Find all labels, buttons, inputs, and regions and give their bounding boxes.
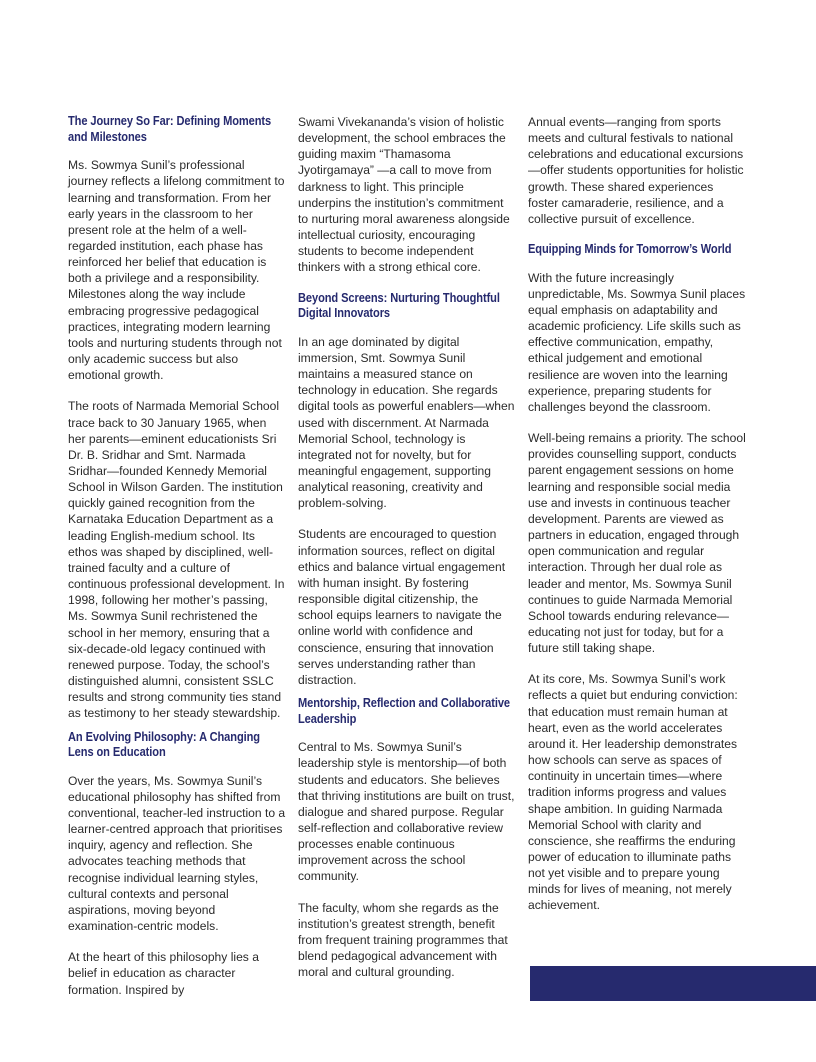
article-column-2: [298, 114, 516, 995]
footer-accent-bar: [530, 966, 816, 1001]
paragraph-digital-immersion: In an age dominated by digital immersion, Smt. Sowmya Sunil maintains a measured stance on technology in education. She regards digital tools as powerful enablers—when used with discernment. At Narmada Memorial School, technology is integrated not for novelty, but for meaningful engagement, supporting analytical reasoning, creativity and problem-solving.: [298, 334, 515, 511]
paragraph-mentorship: Central to Ms. Sowmya Sunil’s leadership style is mentorship—of both students and educators. She believes that thriving institutions are built on trust, dialogue and shared purpose. Regular self-reflection and collaborative review processes enable continuous improvement across the school community.: [298, 740, 515, 884]
article-column-3: [528, 114, 746, 929]
section-heading-mentorship: Mentorship, Reflection and Collaborative Leadership: [298, 696, 511, 726]
paragraph-character-formation: At the heart of this philosophy lies a belief in education as character formation. Inspired by: [68, 950, 259, 997]
section-heading-journey: The Journey So Far: Defining Moments and Milestones: [68, 114, 272, 144]
paragraph-philosophy: Over the years, Ms. Sowmya Sunil’s educational philosophy has shifted from conventional, teacher-led instruction to a learner-centred approach that prioritises inquiry, agency and reflection. She advocates teaching methods that recognise individual learning styles, cultural contexts and personal aspirations, moving beyond examination-centric models.: [68, 773, 286, 934]
paragraph-annual-events: Annual events—ranging from sports meets and cultural festivals to national celebrations and educational excursions—offer students opportunities for holistic growth. These shared experiences foster camaraderie, resilience, and a collective pursuit of excellence.: [528, 115, 744, 226]
section-heading-beyond-screens: Beyond Screens: Nurturing Thoughtful Digital Innovators: [298, 290, 500, 321]
article-column-1: [68, 114, 286, 1013]
section-heading-equipping-minds: Equipping Minds for Tomorrow’s World: [528, 242, 732, 257]
paragraph-conclusion: At its core, Ms. Sowmya Sunil’s work reflects a quiet but enduring conviction: that education must remain human at heart, even as the world accelerates around it. Her leadership demonstrates how schools can serve as spaces of continuity in uncertain times—where tradition informs progress and values shape ambition. In guiding Narmada Memorial School with clarity and conscience, she reaffirms the enduring power of education to illuminate paths not yet visible and to prepare young minds for lives of meaning, not merely achievement.: [528, 672, 738, 913]
paragraph-digital-citizenship: Students are encouraged to question information sources, reflect on digital ethics and balance virtual engagement with human insight. By fostering responsible digital citizenship, the school equips learners to navigate the online world with confidence and conscience, ensuring that innovation serves understanding rather than distraction.: [298, 527, 506, 687]
paragraph-life-skills: With the future increasingly unpredictable, Ms. Sowmya Sunil places equal emphasis on adaptability and academic proficiency. Life skills such as effective communication, empathy, ethical judgement and emotional resilience are woven into the learning experience, preparing students for challenges beyond the classroom.: [528, 270, 746, 414]
paragraph-roots: The roots of Narmada Memorial School trace back to 30 January 1965, when her parents—eminent educationists Sri Dr. B. Sridhar and Smt. Narmada Sridhar—founded Kennedy Memorial School in Wilson Garden. The institution quickly gained recognition from the Karnataka Education Department as a leading English-medium school. Its ethos was shaped by disciplined, well-trained faculty and a culture of continuous professional development. In 1998, following her mother’s passing, Ms. Sowmya Sunil rechristened the school in her memory, ensuring that a six-decade-old legacy continued with renewed purpose. Today, the school’s distinguished alumni, consistent SSLC results and strong community ties stand as testimony to her steady stewardship.: [68, 399, 285, 721]
paragraph-faculty: The faculty, whom she regards as the institution’s greatest strength, benefit from frequent training programmes that blend pedagogical advancement with moral and cultural grounding.: [298, 900, 508, 980]
paragraph-well-being: Well-being remains a priority. The school provides counselling support, conducts parent engagement sessions on home learning and responsible social media use and invests in continuous teacher development. Parents are viewed as partners in education, engaged through open communication and regular interaction. Through her dual role as leader and mentor, Ms. Sowmya Sunil continues to guide Narmada Memorial School towards enduring relevance—educating not just for today, but for a future still taking shape.: [528, 431, 746, 656]
paragraph-journey: Ms. Sowmya Sunil’s professional journey reflects a lifelong commitment to learning and transformation. From her early years in the classroom to her present role at the helm of a well-regarded institution, each phase has reinforced her belief that education is both a privilege and a responsibility. Milestones along the way include embracing progressive pedagogical practices, integrating modern learning tools and nurturing students through not only academic success but also emotional growth.: [68, 158, 285, 383]
paragraph-vivekananda: Swami Vivekananda’s vision of holistic development, the school embraces the guiding maxim “Thamasoma Jyotirgamaya” —a call to move from darkness to light. This principle underpins the institution’s commitment to nurturing moral awareness alongside intellectual curiosity, encouraging students to become independent thinkers with a strong ethical core.: [298, 115, 510, 275]
section-heading-philosophy: An Evolving Philosophy: A Changing Lens on Education: [68, 729, 260, 760]
